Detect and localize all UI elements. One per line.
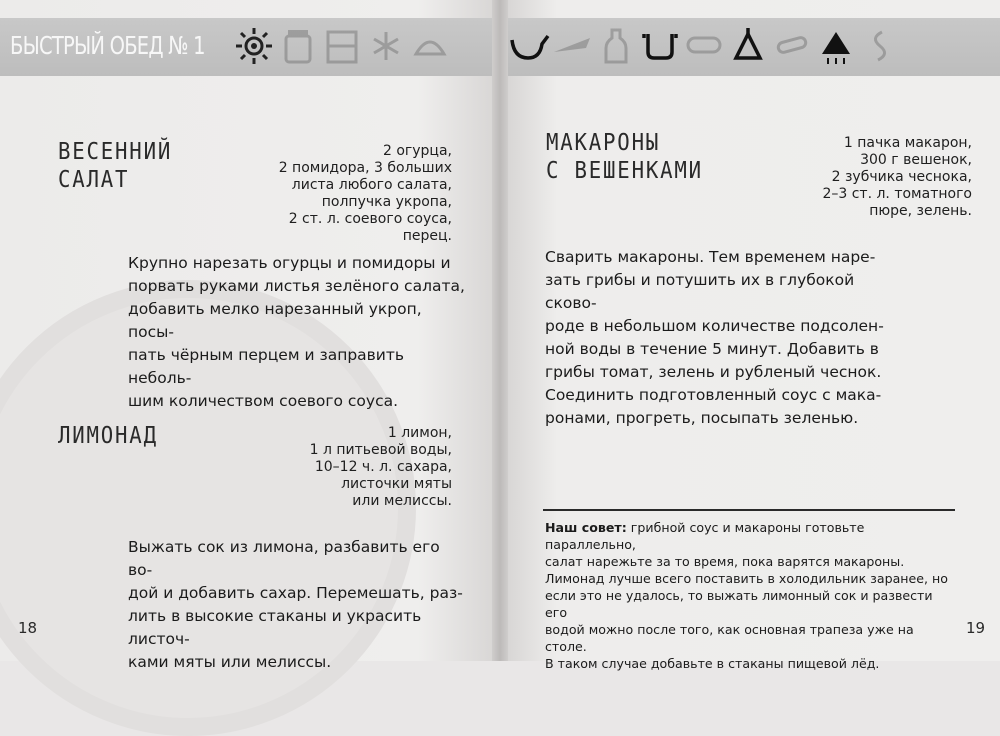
knife-icon (550, 24, 594, 68)
method-spring-salad: Крупно нарезать огурцы и помидоры и порвать руками листья зелёного салата, добавить мелко нарезанный укроп, посы- пать чёрным перцем и заправить неболь- шим количеством соевого соуса. (128, 254, 465, 410)
bottle-icon (594, 24, 638, 68)
tip-text: грибной соус и макароны готовьте параллельно, салат нарежьте за то время, пока варятся макароны. Лимонад лучше всего поставить в холодильник заранее, но если это не удалось, то выжать лимонный сок и развести его водой можно после того, как основная трапеза уже на столе. В таком случае добавьте в стаканы пищевой лёд. (545, 520, 948, 671)
page-number-left: 18 (18, 619, 38, 637)
left-header-band (0, 18, 492, 76)
method-lemonade: Выжать сок из лимона, разбавить его во- дой и добавить сахар. Перемешать, раз- лить в высокие стаканы и украсить листоч- ками мяты или мелиссы. (128, 538, 463, 671)
page-number-right: 19 (966, 619, 986, 637)
tip-block (545, 519, 955, 672)
left-header-icons (232, 24, 452, 68)
right-header-band (508, 18, 1000, 76)
recipe-title-lemonade: ЛИМОНАД (58, 423, 158, 449)
bread-icon (682, 24, 726, 68)
jar-icon (276, 24, 320, 68)
tip-label: Наш совет: (545, 520, 627, 535)
recipe-title-pasta-mushrooms: МАКАРОНЫ С ВЕШЕНКАМИ (546, 130, 703, 184)
funnel-icon (726, 24, 770, 68)
recipe-title-spring-salad: ВЕСЕННИЙ САЛАТ (58, 139, 173, 193)
cabinet-icon (320, 24, 364, 68)
right-page (508, 0, 1000, 671)
rolling-pin-icon (770, 24, 814, 68)
chapter-title: БЫСТРЫЙ ОБЕД № 1 (10, 31, 205, 60)
ingredients-lemonade: 1 лимон, 1 л питьевой воды, 10–12 ч. л. сахара, листочки мяты или мелиссы. (309, 425, 452, 509)
book-gutter (492, 0, 508, 661)
ingredients-spring-salad: 2 огурца, 2 помидора, 3 больших листа любого салата, полпучка укропа, 2 ст. л. соевого соуса, перец. (278, 143, 452, 244)
left-page (0, 0, 492, 671)
bowl-icon (506, 24, 550, 68)
pot-icon (638, 24, 682, 68)
tip-divider (543, 509, 955, 511)
method-pasta-mushrooms: Сварить макароны. Тем временем наре- зать грибы и потушить их в глубокой сково- роде в небольшом количестве подсолен- ной воды в течение 5 минут. Добавить в грибы томат, зелень и рубленый чеснок. Соединить подготовленный соус с мака- ронами, прогреть, посыпать зеленью. (545, 248, 884, 427)
hat-icon (408, 24, 452, 68)
snowflake-icon (364, 24, 408, 68)
ingredients-pasta-mushrooms: 1 пачка макарон, 300 г вешенок, 2 зубчика чеснока, 2–3 ст. л. томатного пюре, зелень. (822, 135, 972, 219)
sun-icon (232, 24, 276, 68)
iron-icon (814, 24, 858, 68)
right-header-icons (506, 24, 902, 68)
wave-icon (858, 24, 902, 68)
